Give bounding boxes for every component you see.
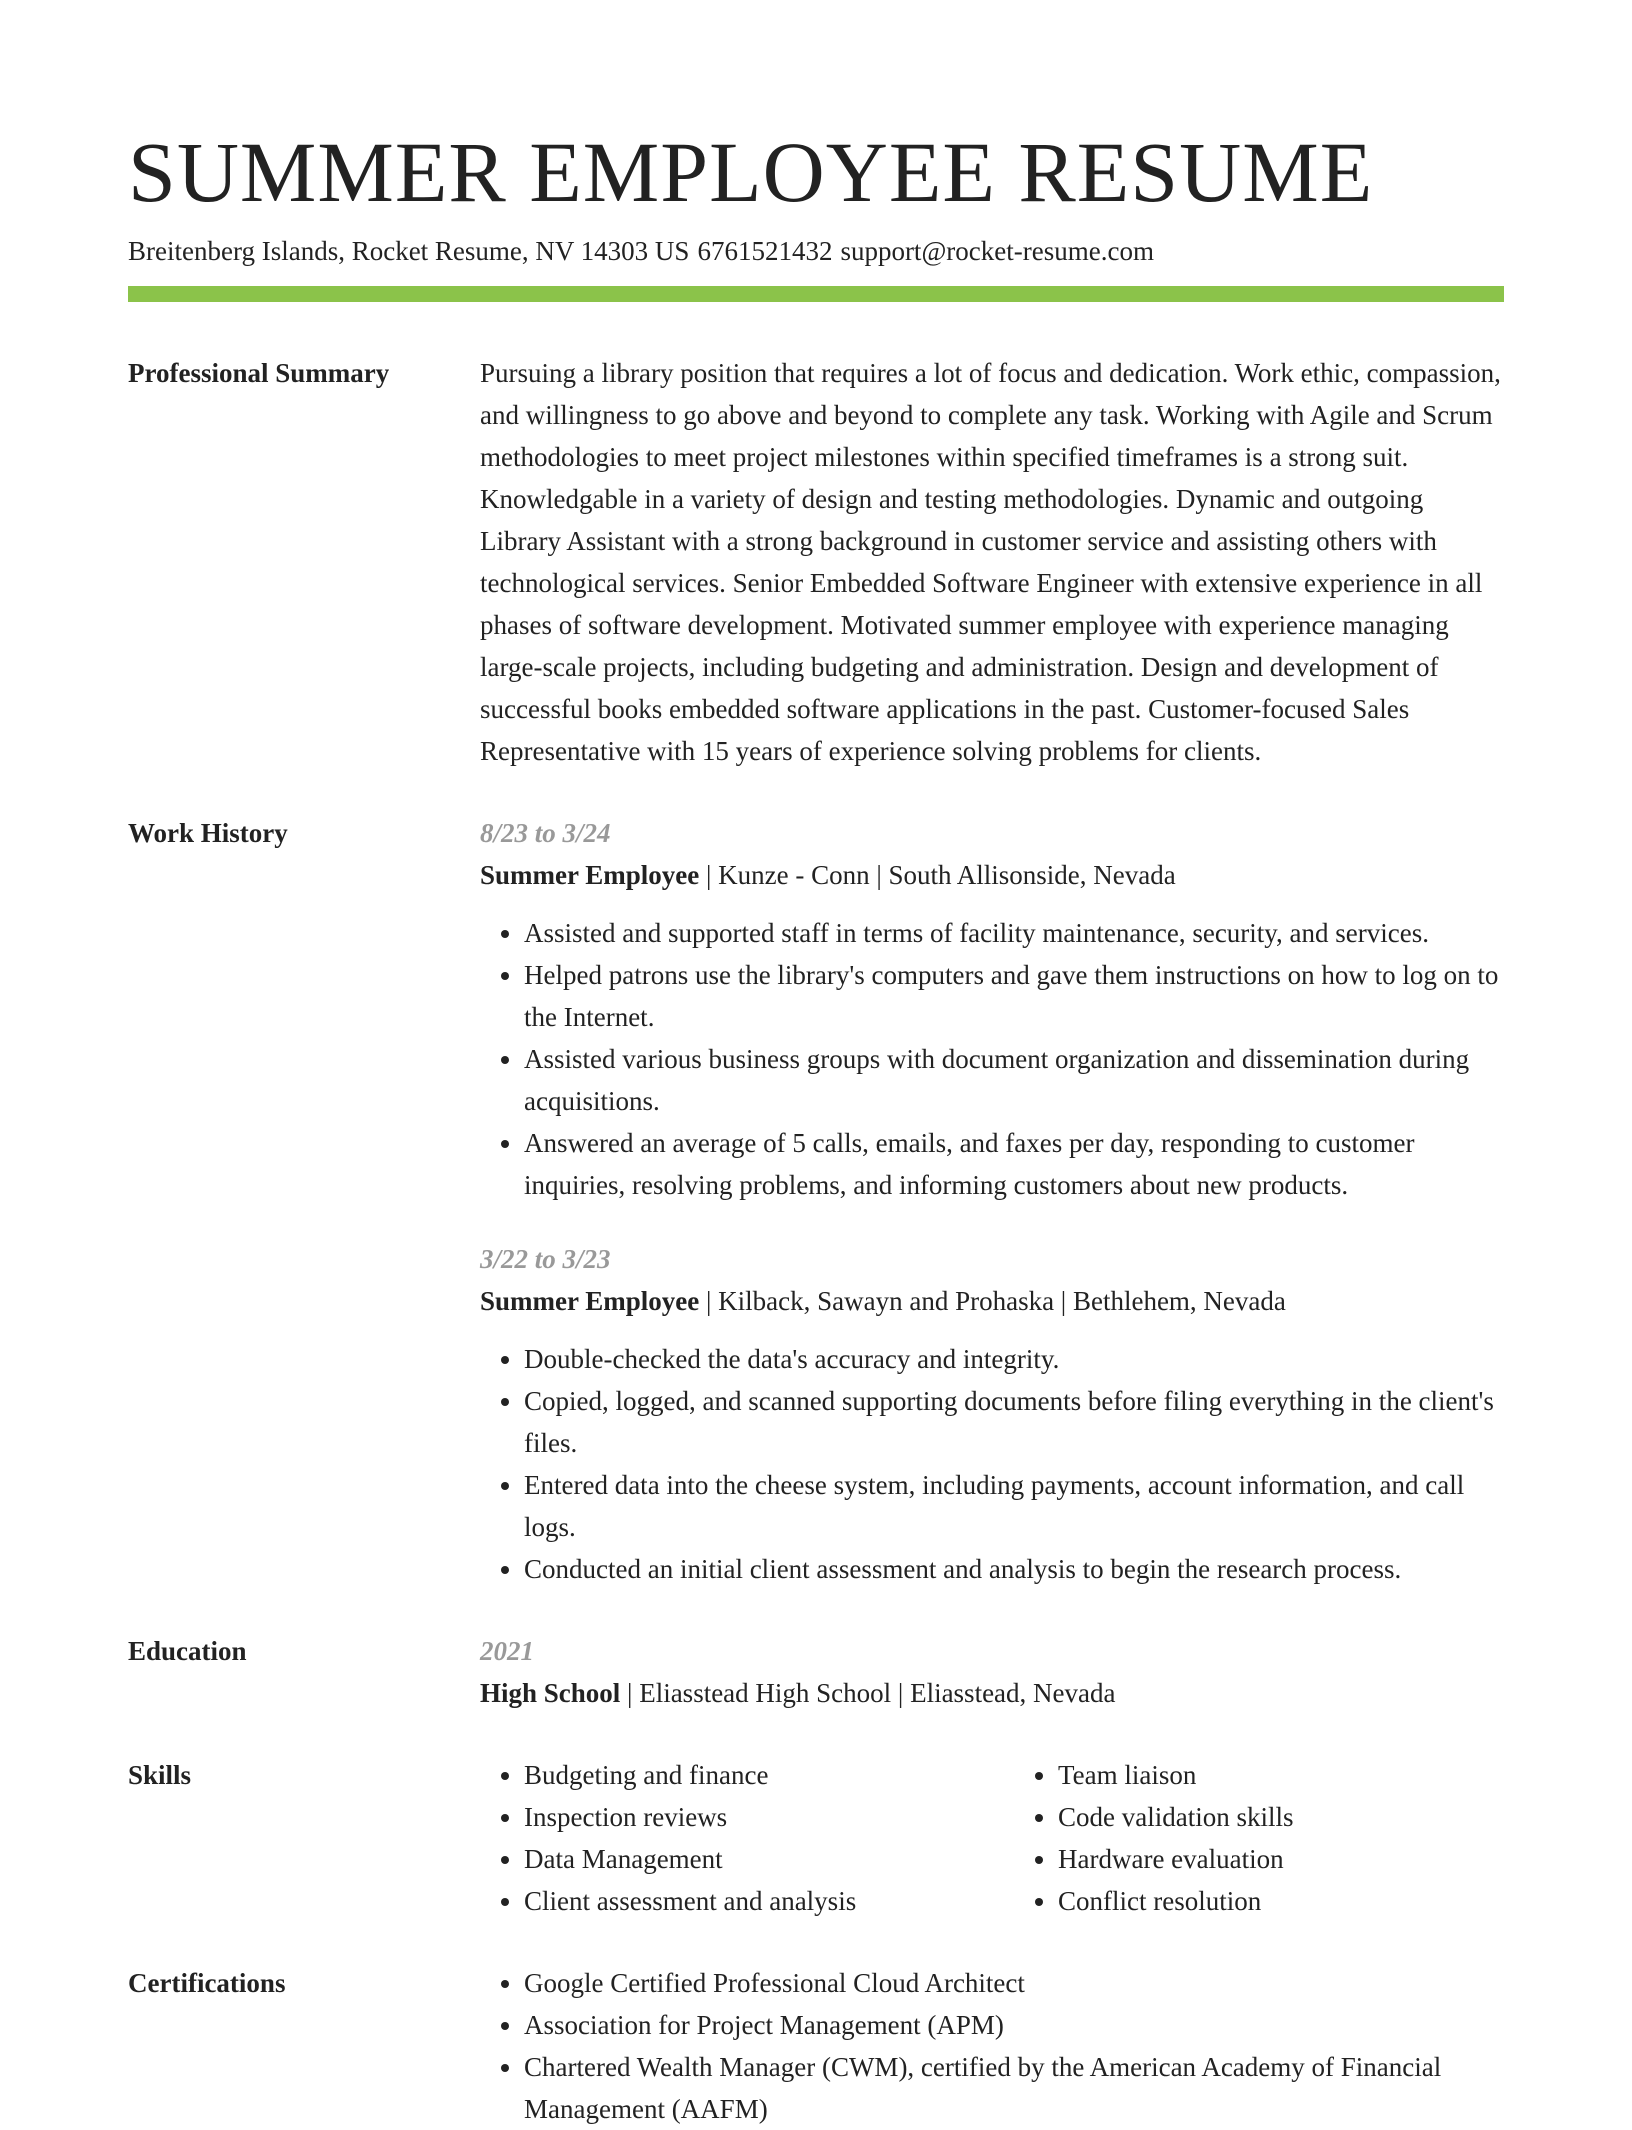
job-entry [480, 812, 1504, 1206]
section-certifications [128, 1962, 1504, 2130]
skills-column-right [1014, 1754, 1504, 1922]
section-body-certifications [480, 1962, 1504, 2130]
job-bullets [480, 1338, 1504, 1590]
job-dates: 3/22 to 3/23 [480, 1244, 611, 1274]
job-role-line [480, 1280, 1504, 1322]
education-year: 2021 [480, 1636, 534, 1666]
job-details: | Kunze - Conn | South Allisonside, Nevada [699, 860, 1176, 890]
section-body-skills [480, 1754, 1504, 1922]
skills-grid [480, 1754, 1504, 1922]
job-bullet: • Assisted and supported staff in terms of facility maintenance, security, and services. [524, 912, 1504, 954]
skill-item: • Budgeting and finance [524, 1754, 970, 1796]
section-title-skills: Skills [128, 1760, 192, 1790]
section-body-summary [480, 352, 1504, 772]
contact-email: support@rocket-resume.com [840, 236, 1154, 266]
skill-item: • Data Management [524, 1838, 970, 1880]
section-education [128, 1630, 1504, 1714]
job-position: Summer Employee [480, 1286, 700, 1316]
job-bullet: • Helped patrons use the library's computers and gave them instructions on how to log on to the Internet. [524, 954, 1504, 1038]
job-bullet: • Copied, logged, and scanned supporting documents before filing everything in the client's files. [524, 1380, 1504, 1464]
section-work-history [128, 812, 1504, 1590]
certification-item: • Chartered Wealth Manager (CWM), certified by the American Academy of Financial Management (AAFM) [524, 2046, 1504, 2130]
job-entry [480, 1238, 1504, 1590]
skill-item: • Team liaison [1058, 1754, 1504, 1796]
section-title-work: Work History [128, 818, 288, 848]
skill-item: • Client assessment and analysis [524, 1880, 970, 1922]
section-body-work [480, 812, 1504, 1590]
certification-item: • Google Certified Professional Cloud Architect [524, 1962, 1504, 2004]
job-dates: 8/23 to 3/24 [480, 818, 611, 848]
education-line [480, 1672, 1504, 1714]
section-title-education: Education [128, 1636, 247, 1666]
contact-line [128, 234, 1504, 268]
accent-divider [128, 286, 1504, 302]
job-bullet: • Double-checked the data's accuracy and integrity. [524, 1338, 1504, 1380]
certification-item: • Association for Project Management (APM) [524, 2004, 1504, 2046]
skill-item: • Conflict resolution [1058, 1880, 1504, 1922]
section-title-certifications: Certifications [128, 1968, 286, 1998]
job-bullet: • Entered data into the cheese system, including payments, account information, and call logs. [524, 1464, 1504, 1548]
section-title-summary: Professional Summary [128, 358, 390, 388]
job-details: | Kilback, Sawayn and Prohaska | Bethlehem, Nevada [699, 1286, 1286, 1316]
section-summary [128, 352, 1504, 772]
job-bullets [480, 912, 1504, 1206]
job-bullet: • Conducted an initial client assessment and analysis to begin the research process. [524, 1548, 1504, 1590]
section-skills [128, 1754, 1504, 1922]
skill-item: • Code validation skills [1058, 1796, 1504, 1838]
job-bullet: • Answered an average of 5 calls, emails, and faxes per day, responding to customer inquiries, resolving problems, and informing customers about new products. [524, 1122, 1504, 1206]
job-position: Summer Employee [480, 860, 700, 890]
skill-item: • Inspection reviews [524, 1796, 970, 1838]
skill-item: • Hardware evaluation [1058, 1838, 1504, 1880]
resume-title: SUMMER EMPLOYEE RESUME [128, 124, 1374, 220]
contact-address: Breitenberg Islands, Rocket Resume, NV 14303 US [128, 236, 690, 266]
section-body-education [480, 1630, 1504, 1714]
resume-page [128, 0, 1504, 2130]
job-bullet: • Assisted various business groups with document organization and dissemination during acquisitions. [524, 1038, 1504, 1122]
job-role-line [480, 854, 1504, 896]
certification-list [480, 1962, 1504, 2130]
education-details: | Eliasstead High School | Eliasstead, Nevada [620, 1678, 1116, 1708]
summary-text: Pursuing a library position that requires a lot of focus and dedication. Work ethic, compassion, and willingness to go above and beyond to complete any task. Working with Agile and Scrum methodologies to meet project milestones within specified timeframes is a strong suit. Knowledgable in a variety of design and testing methodologies. Dynamic and outgoing Library Assistant with a strong background in customer service and assisting others with technological services. Senior Embedded Software Engineer with extensive experience in all phases of software development. Motivated summer employee with experience managing large-scale projects, including budgeting and administration. Design and development of successful books embedded software applications in the past. Customer-focused Sales Representative with 15 years of experience solving problems for clients. [480, 358, 1501, 766]
education-degree: High School [480, 1678, 621, 1708]
contact-phone: 6761521432 [697, 236, 833, 266]
skills-column-left [480, 1754, 970, 1922]
